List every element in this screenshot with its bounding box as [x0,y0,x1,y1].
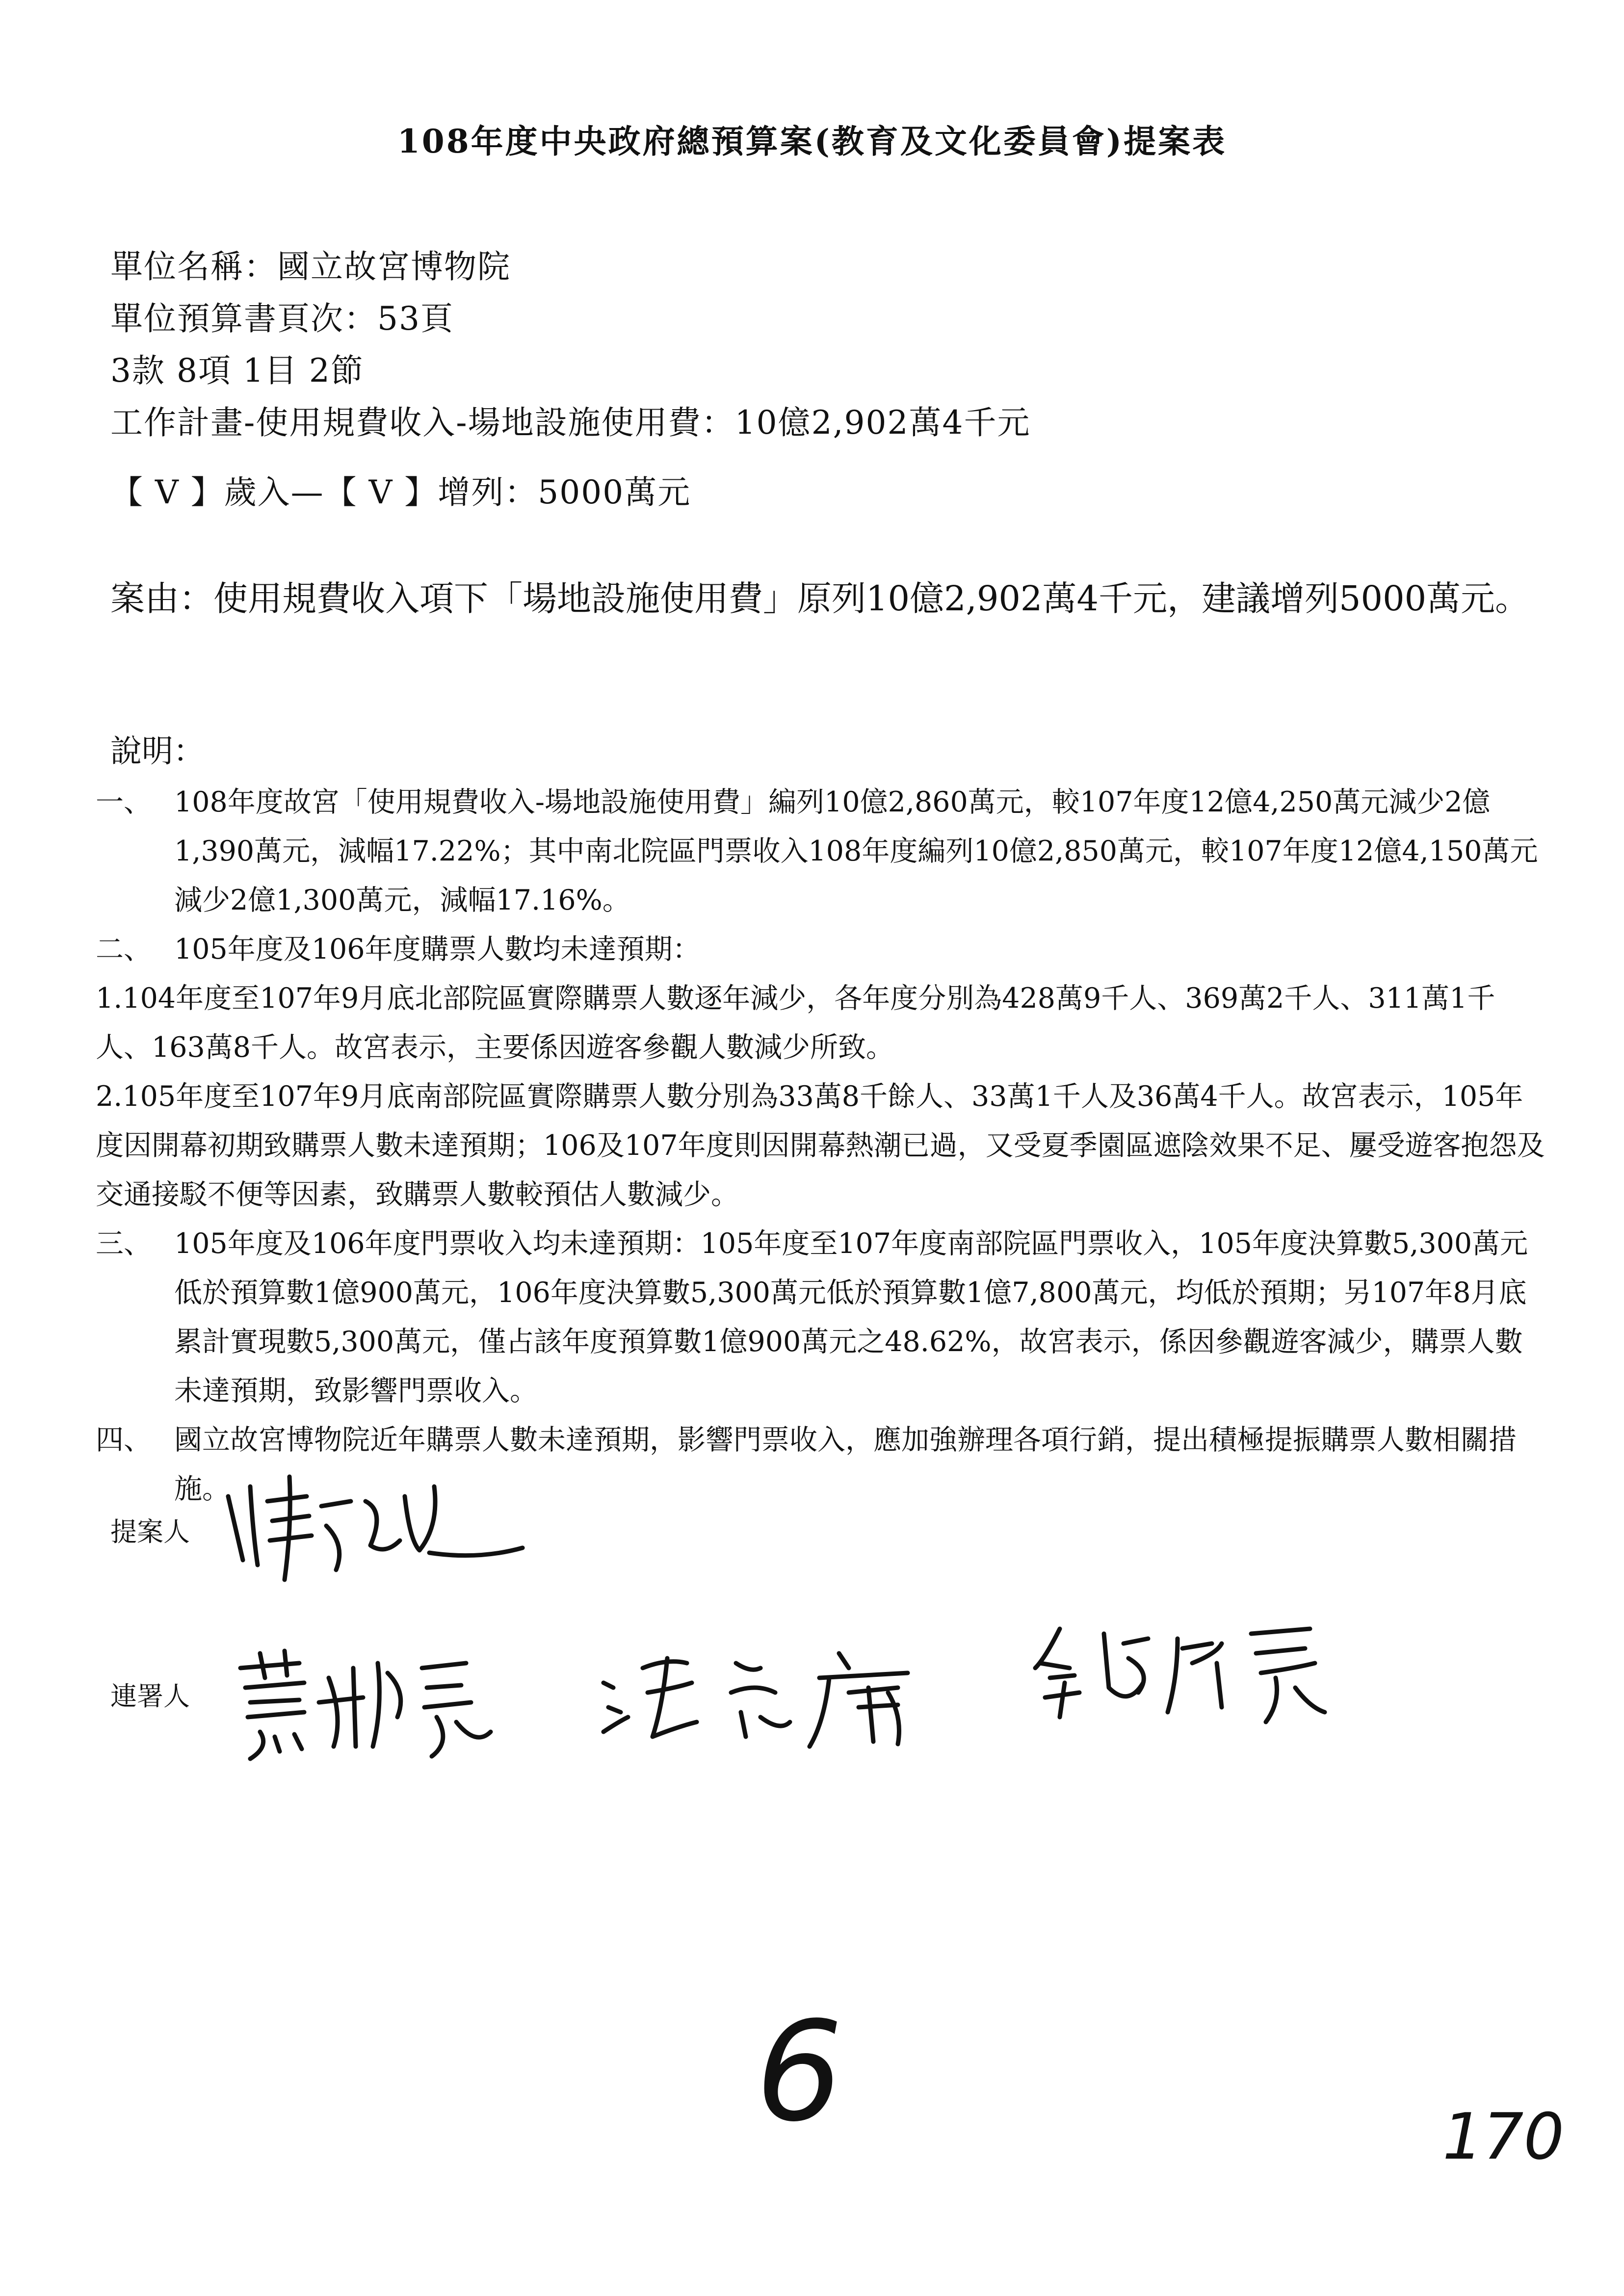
item-number: 三、 [96,1227,152,1260]
explanation-item [96,778,1548,925]
explanation-item [96,1219,1548,1415]
explanation-subitem [96,1072,1548,1219]
reason-text: 使用規費收入項下「場地設施使用費」原列10億2,902萬4千元，建議增列5000萬元。 [213,578,1530,619]
item-number: 一、 [96,786,152,818]
item-number: 二、 [96,933,152,965]
page-number-text: 170 [1442,2099,1565,2173]
work-plan: 工作計畫-使用規費收入-場地設施使用費：10億2,902萬4千元 [110,404,1031,442]
reason-block [110,572,1543,626]
reason-label: 案由： [110,578,213,619]
section-number [751,2007,859,2136]
page-number [1438,2095,1565,2175]
section-number-text: 6 [756,2007,843,2134]
explanation-item [96,925,1548,974]
item-text: 1.104年度至107年9月底北部院區實際購票人數逐年減少，各年度分別為428萬9千人、369萬2千人、311萬1千人、163萬8千人。故宮表示，主要係因遊客參觀人數減少所致。 [96,982,1495,1064]
cosigner-signature [231,1648,496,1766]
item-text: 105年度及106年度購票人數均未達預期： [174,933,701,965]
item-text: 國立故宮博物院近年購票人數未達預期，影響門票收入，應加強辦理各項行銷，提出積極提振購票人數相關措施。 [174,1424,1517,1505]
item-number: 四、 [96,1424,152,1456]
cosigner-signature [594,1639,967,1751]
item-text: 105年度及106年度門票收入均未達預期：105年度至107年度南部院區門票收入，105年度決算數5,300萬元低於預算數1億900萬元，106年度決算數5,300萬元低於預算數1億7,800萬元，均低於預期；另107年8月底累計實現數5,300萬元，僅占該年度預算數1億900萬元之48.62%，故宮表示，係因參觀遊客減少，購票人數未達預期，致影響門票收入。 [174,1227,1528,1407]
cosigner-label: 連署人 [110,1681,190,1712]
explanation-list [96,778,1548,1513]
explanation-subitem [96,974,1548,1072]
budget-code: 3款 8項 1目 2節 [110,352,364,390]
proposer-signature [223,1467,527,1585]
item-text: 2.105年度至107年9月底南部院區實際購票人數分別為33萬8千餘人、33萬1千人及36萬4千人。故宮表示，105年度因開幕初期致購票人數未達預期；106及107年度則因開幕熱潮已過，又受夏季園區遮陰效果不足、屢受遊客抱怨及交通接駁不便等因素，致購票人數較預估人數減少。 [96,1080,1545,1211]
cosigner-signature [1030,1614,1335,1727]
action-line: 【 V 】歲入—【 V 】增列：5000萬元 [110,473,691,511]
item-text: 108年度故宮「使用規費收入-場地設施使用費」編列10億2,860萬元，較107年度12億4,250萬元減少2億1,390萬元，減幅17.22%；其中南北院區門票收入108年度編列10億2,850萬元，較107年度12億4,150萬元減少2億1,300萬元，減幅17.16%。 [174,786,1538,916]
unit-name: 單位名稱：國立故宮博物院 [110,248,511,286]
unit-budget-page: 單位預算書頁次：53頁 [110,300,454,338]
explanation-heading: 說明： [110,733,205,770]
page-title: 108年度中央政府總預算案(教育及文化委員會)提案表 [397,122,1227,160]
proposer-label: 提案人 [110,1516,190,1547]
